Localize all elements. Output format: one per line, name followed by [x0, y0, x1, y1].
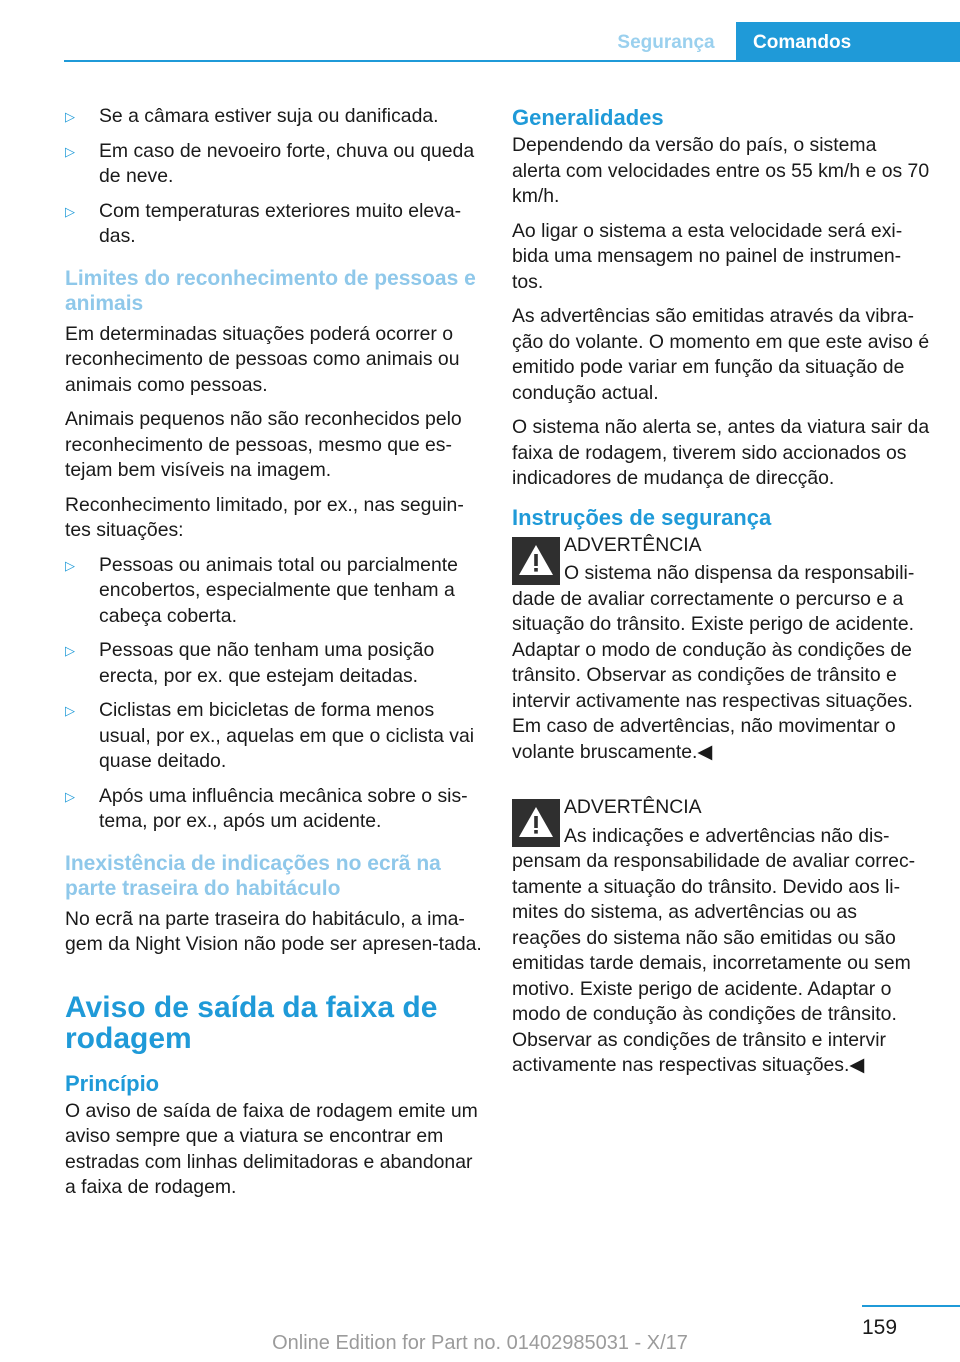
page-header	[0, 0, 960, 62]
warning-body: As indicações e advertências não dis‐pensam da responsabilidade de avaliar correc‐tamente a situação do trânsito. Devido aos li‐mites do sistema, as advertências ou as reações do sistema não são emitidas ou são emitidas tarde demais, incorretamente ou sem motivo. Existe perigo de acidente. Adaptar o modo de condução às condições de trânsito. Observar as condições de trânsito e intervir activamente nas respectivas situações.◀	[512, 824, 916, 1076]
limits-paragraph-3: Reconhecimento limitado, por ex., nas seguin‐tes situações:	[65, 493, 464, 541]
list-item: ▷ Ciclistas em bicicletas de forma menos usual, por ex., aquelas em que o ciclista vai quase deitado.	[65, 699, 475, 772]
principle-heading: Princípio	[65, 1070, 160, 1096]
general-paragraph-2: Ao ligar o sistema a esta velocidade será exi‐bida uma mensagem no painel de instrumen‐tos.	[512, 219, 903, 293]
list-item: ▷ Em caso de nevoeiro forte, chuva ou queda de neve.	[65, 139, 475, 187]
left-column	[65, 104, 485, 1210]
header-rule	[64, 60, 960, 62]
limits-paragraph-1: Em determinadas situações poderá ocorrer o reconhecimento de pessoas como animais ou animais como pessoas.	[65, 322, 460, 396]
list-item: ▷ Após uma influência mecânica sobre o sis‐tema, por ex., após um acidente.	[65, 784, 468, 832]
limits-heading: Limites do reconhecimento de pessoas e animais	[65, 266, 476, 315]
right-column	[512, 104, 930, 1109]
general-paragraph-1: Dependendo da versão do país, o sistema alerta com velocidades entre os 55 km/h e os 70 km/h.	[512, 134, 930, 207]
page-number: 159	[862, 1316, 898, 1339]
triangle-right-icon: ▷	[65, 109, 75, 124]
triangle-right-icon: ▷	[65, 557, 75, 573]
edition-text: Online Edition for Part no. 01402985031 - X/17	[272, 1332, 688, 1354]
triangle-right-icon: ▷	[65, 788, 75, 804]
principle-paragraph: O aviso de saída de faixa de rodagem emite um aviso sempre que a viatura se encontrar em estradas com linhas delimitadoras e abandonar a faixa de rodagem.	[65, 1099, 478, 1198]
triangle-right-icon: ▷	[65, 203, 75, 219]
warning-triangle-icon	[512, 537, 560, 585]
warning-title: ADVERTÊNCIA	[564, 533, 702, 556]
chapter-tab[interactable]: Comandos	[736, 22, 960, 62]
warning-title: ADVERTÊNCIA	[564, 796, 702, 818]
general-paragraph-3: As advertências são emitidas através da vibra‐ção do volante. O momento em que este aviso é emitido pode variar em função da situação de condução actual.	[512, 305, 930, 404]
general-heading: Generalidades	[512, 105, 664, 130]
list-item: ▷ Pessoas que não tenham uma posição erecta, por ex. que estejam deitadas.	[65, 639, 435, 687]
edition-footer	[0, 1332, 960, 1355]
list-item: ▷ Com temperaturas exteriores muito eleva‐das.	[65, 199, 462, 247]
warning-block	[512, 533, 930, 766]
warning-body: O sistema não dispensa da responsabili‐dade de avaliar correctamente o percurso e a situação do trânsito. Existe perigo de acidente. Adaptar o modo de condução às condições de trânsito. Observar as condições de trânsito e intervir activamente nas respectivas situações. Em caso de advertências, não movimentar o volante bruscamente.◀	[512, 562, 915, 763]
safety-heading: Instruções de segurança	[512, 504, 772, 530]
triangle-right-icon: ▷	[65, 643, 75, 658]
warning-block	[512, 795, 930, 1079]
general-paragraph-4: O sistema não alerta se, antes da viatura sair da faixa de rodagem, tiverem sido accionados os indicadores de mudança de direcção.	[512, 416, 930, 489]
triangle-right-icon: ▷	[65, 703, 75, 718]
warning-triangle-icon	[512, 799, 560, 847]
limits-paragraph-2: Animais pequenos não são reconhecidos pelo reconhecimento de pessoas, mesmo que es‐tejam bem visíveis na imagem.	[65, 408, 462, 481]
list-item: ▷ Se a câmara estiver suja ou danificada.	[65, 104, 485, 130]
rear-display-paragraph: No ecrã na parte traseira do habitáculo, a ima‐gem da Night Vision não pode ser apresen‐tada.	[65, 907, 482, 955]
rear-display-heading: Inexistência de indicações no ecrã na parte traseira do habitáculo	[65, 851, 441, 900]
footer-rule	[862, 1305, 960, 1307]
list-item: ▷ Pessoas ou animais total ou parcialmente encobertos, especialmente que tenham a cabeça coberta.	[65, 553, 458, 627]
top-bullet-list	[65, 104, 485, 250]
section-label[interactable]: Segurança	[617, 32, 715, 53]
triangle-right-icon: ▷	[65, 143, 75, 159]
limits-bullet-list	[65, 553, 485, 835]
section-title: Aviso de saída da faixa de rodagem	[65, 990, 438, 1055]
